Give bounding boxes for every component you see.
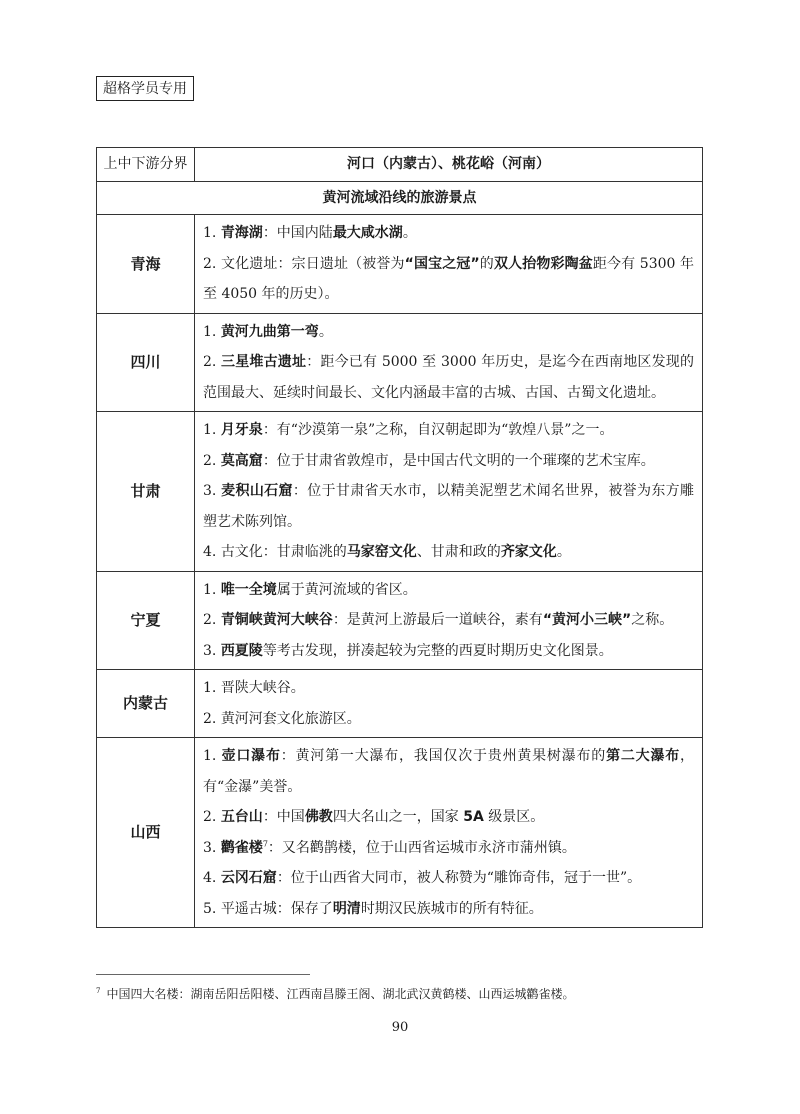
item-text: ：有“沙漠第一泉”之称，自汉朝起即为“敦煌八景”之一。 (262, 422, 614, 438)
region-items (195, 571, 703, 670)
item-number: 3. (203, 642, 221, 659)
item-keyword: 月牙泉 (220, 422, 263, 438)
list-item (203, 673, 694, 704)
item-keyword: “黄河小三峡” (542, 612, 632, 628)
item-text: ：位于山西省大同市，被人称赞为“雕饰奇伟，冠于一世”。 (276, 870, 642, 886)
table-row (97, 670, 703, 738)
item-number: 2. (203, 710, 221, 727)
list-item (203, 894, 694, 925)
item-text: 黄河河套文化旅游区。 (220, 710, 361, 727)
item-text: 时期汉民族城市的所有特征。 (360, 900, 543, 917)
region-name: 青海 (97, 215, 195, 314)
item-keyword: 麦积山石窟 (221, 483, 293, 499)
item-text: 、甘肃和政的 (416, 544, 501, 560)
stamp-label: 超格学员专用 (96, 76, 194, 101)
item-text: ：黄河第一大瀑布，我国仅次于贵州黄果树瀑布的 (280, 748, 607, 764)
header-right-cell: 河口（内蒙古）、桃花峪（河南） (195, 148, 703, 182)
footnote-text: 中国四大名楼：湖南岳阳岳阳楼、江西南昌滕王阁、湖北武汉黄鹤楼、山西运城鹳雀楼。 (106, 987, 575, 1001)
item-keyword: 黄河九曲第一弯 (220, 323, 319, 340)
item-number: 1. (203, 748, 222, 764)
list-item (203, 802, 694, 833)
item-keyword: 莫高窟 (220, 452, 263, 469)
region-items (195, 670, 703, 738)
item-text: 级景区。 (483, 809, 545, 825)
item-text: ：距今已有 5000 至 3000 年历史，是迄今在西南地区发现的范围最大、延续时间最长、文化内涵最丰富的古城、古国、古蜀文化遗址。 (203, 354, 695, 401)
item-keyword: 三星堆古遗址 (221, 354, 307, 370)
item-keyword: 最大咸水湖 (332, 225, 403, 241)
item-keyword: 鹳雀楼 (220, 839, 263, 856)
list-item (203, 476, 694, 537)
list-item (203, 249, 694, 310)
table-row (97, 738, 703, 928)
list-item (203, 704, 694, 735)
item-number: 1. (203, 680, 221, 696)
list-item (203, 863, 694, 894)
list-item (203, 833, 694, 864)
item-keyword: 佛教 (304, 809, 333, 825)
item-text: ：是黄河上游最后一道峡谷，素有 (332, 612, 543, 628)
item-text: 晋陕大峡谷。 (220, 680, 305, 696)
footnote-mark: 7 (96, 987, 101, 995)
item-text: 属于黄河流域的省区。 (276, 581, 417, 598)
item-keyword: “国宝之冠” (404, 255, 480, 272)
region-name: 山西 (97, 738, 195, 928)
item-number: 2. (203, 255, 221, 272)
list-item (203, 446, 694, 477)
item-text: 距今有 5300 年至 4050 年的历史）。 (203, 255, 695, 302)
table-row (97, 215, 703, 314)
list-item (203, 347, 694, 408)
item-number: 3. (203, 483, 222, 499)
item-number: 5. (203, 900, 221, 917)
footnote-reference[interactable]: 7 (262, 838, 268, 848)
region-items (195, 313, 703, 412)
item-keyword: 齐家文化 (500, 544, 557, 560)
region-items (195, 738, 703, 928)
region-items (195, 412, 703, 572)
table-row (97, 313, 703, 412)
item-keyword: 云冈石窟 (220, 870, 277, 886)
item-text: 等考古发现，拼凑起较为完整的西夏时期历史文化图景。 (262, 642, 613, 659)
list-item (203, 218, 694, 249)
item-number: 1. (203, 225, 221, 241)
footnote-divider (96, 974, 310, 975)
list-item (203, 741, 694, 802)
item-keyword: 明清 (332, 900, 361, 917)
tourism-table (96, 147, 703, 928)
item-text: 平遥古城：保存了 (220, 900, 333, 917)
list-item (203, 636, 694, 667)
section-title-row (97, 181, 703, 215)
item-keyword: 唯一全境 (220, 581, 277, 598)
region-items (195, 215, 703, 314)
item-number: 2. (203, 452, 221, 469)
list-item (203, 317, 694, 348)
item-keyword: 青铜峡黄河大峡谷 (220, 612, 333, 628)
item-text: ：位于甘肃省天水市，以精美泥塑艺术闻名世界，被誉为东方雕塑艺术陈列馆。 (203, 483, 695, 530)
region-name: 四川 (97, 313, 195, 412)
table-row (97, 571, 703, 670)
list-item (203, 605, 694, 636)
header-left-cell: 上中下游分界 (97, 148, 195, 182)
item-number: 4. (203, 870, 221, 886)
section-title: 黄河流域沿线的旅游景点 (97, 181, 703, 215)
item-number: 1. (203, 581, 221, 598)
item-keyword: 马家窑文化 (346, 544, 417, 560)
item-text: 。 (556, 544, 571, 560)
region-name: 内蒙古 (97, 670, 195, 738)
item-text: 。 (402, 225, 417, 241)
region-name: 宁夏 (97, 571, 195, 670)
item-text: ，有“金瀑”美誉。 (203, 748, 695, 795)
item-text: 之称。 (631, 612, 674, 628)
item-number: 1. (203, 323, 221, 340)
item-number: 2. (203, 354, 222, 370)
item-number: 2. (203, 809, 221, 825)
footnote (96, 986, 574, 1002)
item-text: ：中国 (262, 809, 305, 825)
item-text: ：又名鹳鹊楼，位于山西省运城市永济市蒲州镇。 (267, 839, 576, 856)
item-text: ：中国内陆 (262, 225, 333, 241)
item-number: 3. (203, 839, 221, 856)
item-text: 的 (479, 255, 494, 272)
item-text: 四大名山之一，国家 (332, 809, 464, 825)
item-keyword: 5A (463, 809, 484, 825)
item-text: ：位于甘肃省敦煌市，是中国古代文明的一个璀璨的艺术宝库。 (262, 452, 655, 469)
item-keyword: 第二大瀑布 (606, 748, 681, 764)
item-text: 。 (318, 323, 333, 340)
page-number: 90 (391, 1020, 409, 1035)
item-keyword: 西夏陵 (220, 642, 263, 659)
table-row (97, 412, 703, 572)
item-keyword: 双人抬物彩陶盆 (493, 255, 593, 272)
item-keyword: 青海湖 (220, 225, 263, 241)
item-keyword: 五台山 (220, 809, 263, 825)
item-number: 2. (203, 612, 221, 628)
region-name: 甘肃 (97, 412, 195, 572)
list-item (203, 537, 694, 568)
item-text: 古文化：甘肃临洮的 (220, 544, 347, 560)
item-number: 4. (203, 544, 221, 560)
item-keyword: 壶口瀑布 (221, 748, 281, 764)
header-row (97, 148, 703, 182)
list-item (203, 415, 694, 446)
list-item (203, 575, 694, 606)
item-text: 文化遗址：宗日遗址（被誉为 (220, 255, 405, 272)
item-number: 1. (203, 422, 221, 438)
